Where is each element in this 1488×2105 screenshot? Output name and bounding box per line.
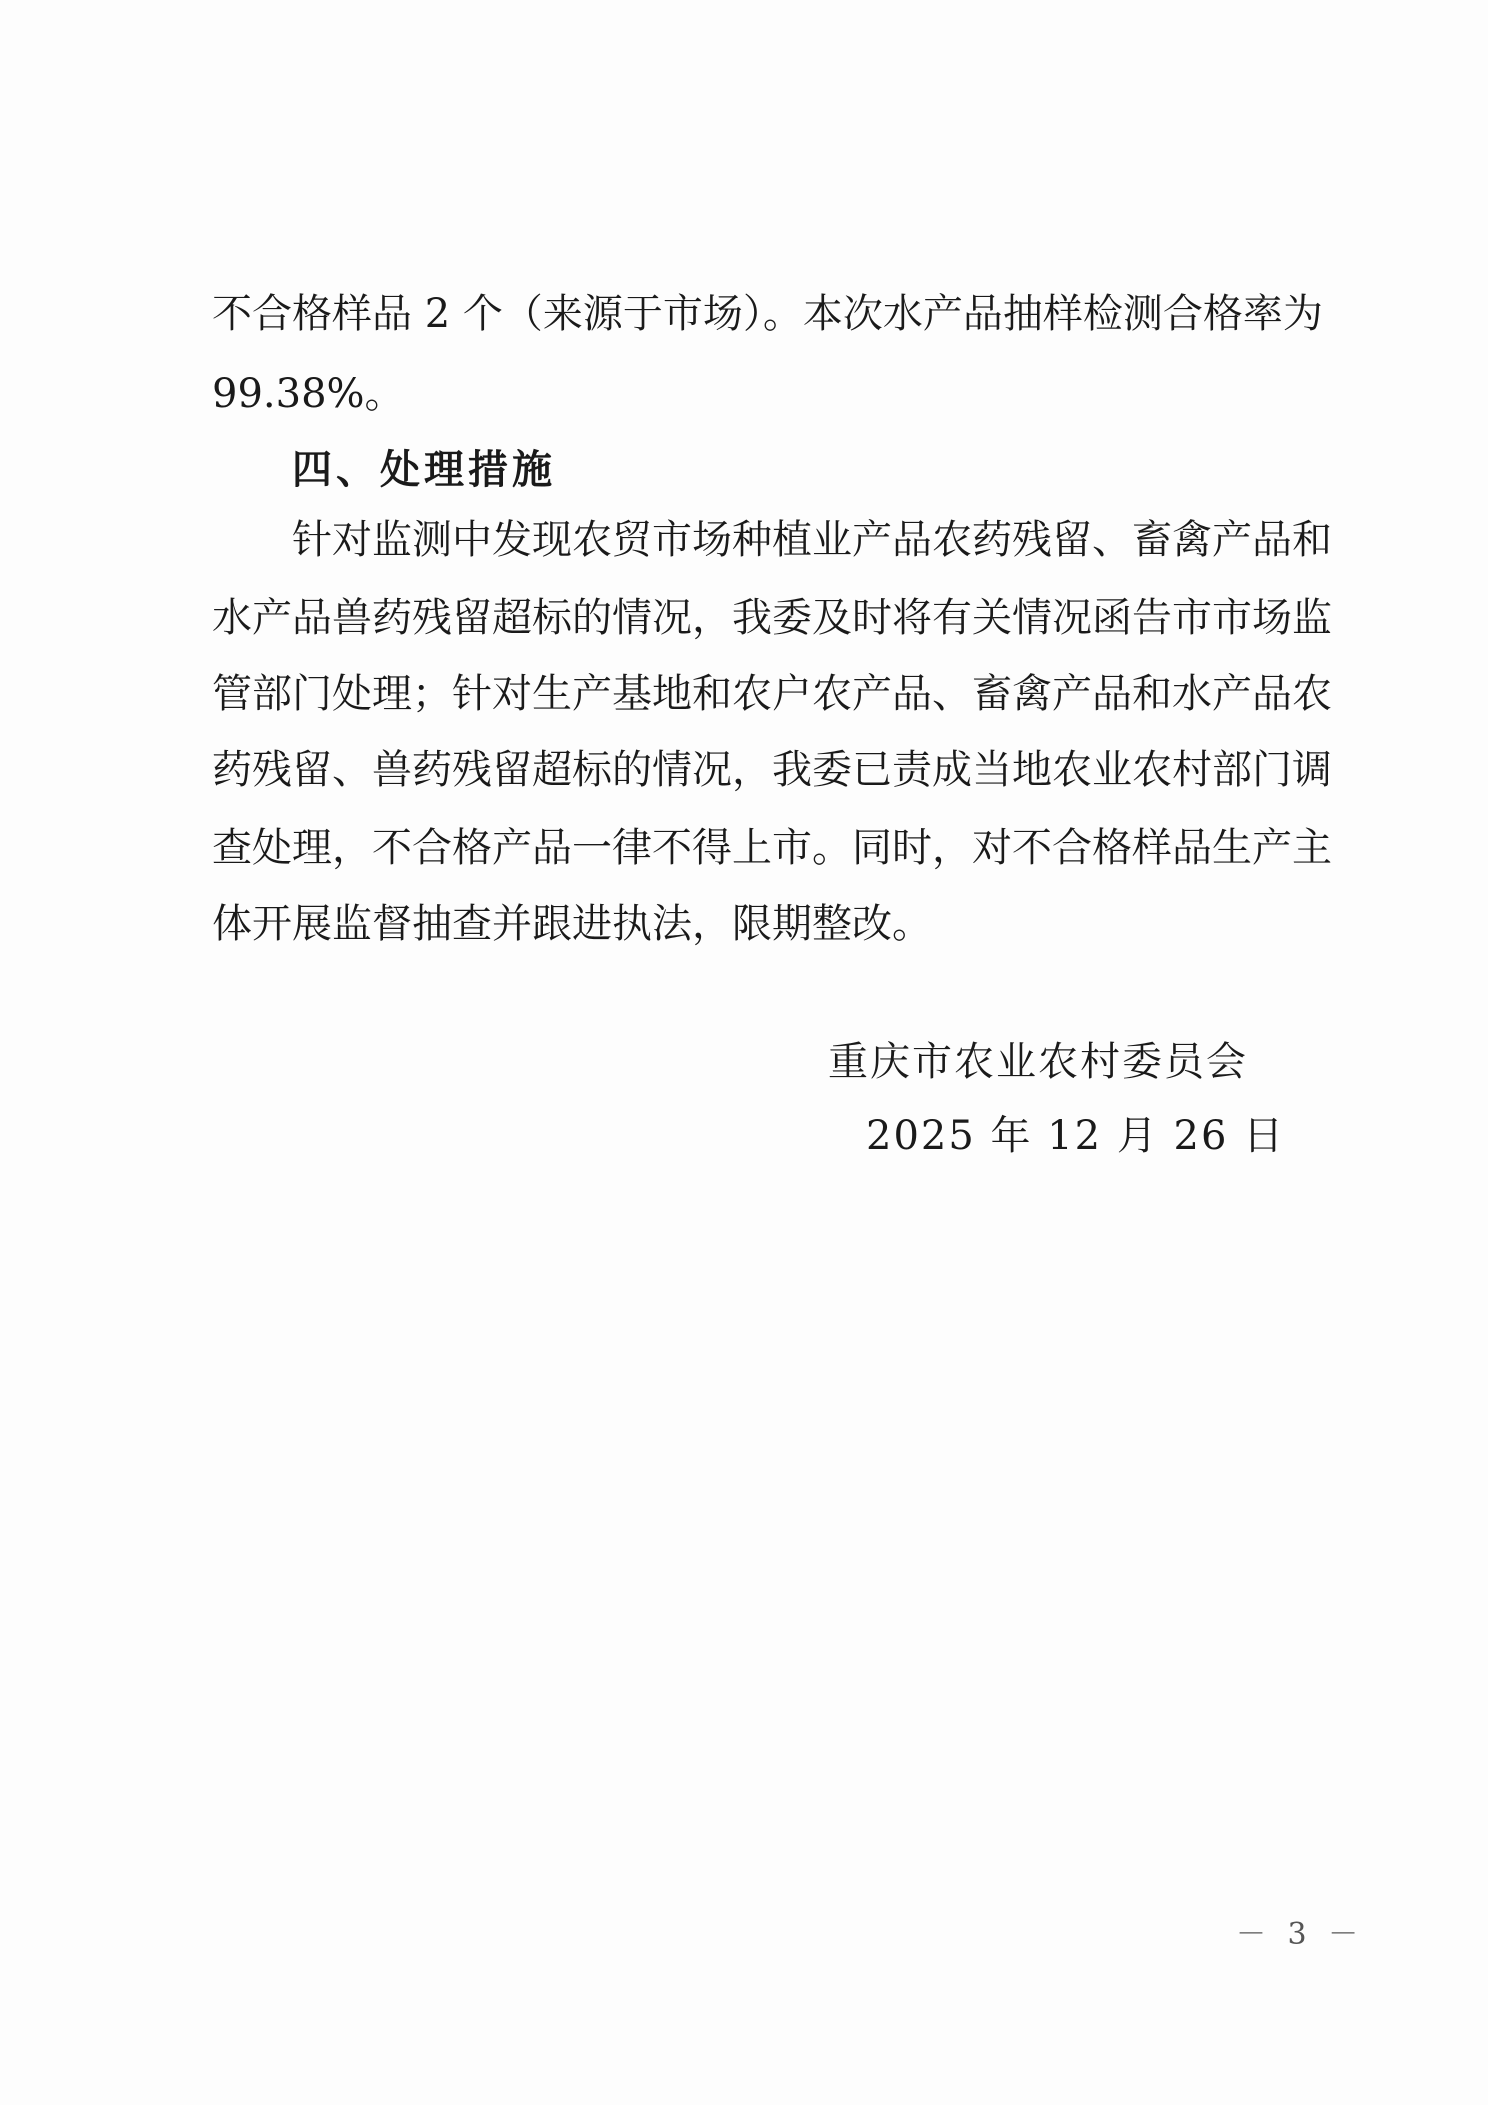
signature-organization: 重庆市农业农村委员会 (828, 1039, 1248, 1085)
paragraph-line-1: 针对监测中发现农贸市场种植业产品农药残留、畜禽产品和 (292, 517, 1332, 563)
paragraph-line-6: 体开展监督抽查并跟进执法，限期整改。 (212, 901, 932, 947)
page-number: － 3 － (1236, 1917, 1365, 1952)
section-heading: 四、处理措施 (292, 447, 556, 493)
paragraph-line-5: 查处理，不合格产品一律不得上市。同时，对不合格样品生产主 (212, 825, 1332, 871)
continuation-line-1: 不合格样品 2 个（来源于市场）。本次水产品抽样检测合格率为 (212, 291, 1323, 337)
continuation-line-2: 99.38%。 (212, 371, 405, 417)
signature-date: 2025 年 12 月 26 日 (866, 1113, 1286, 1159)
paragraph-line-4: 药残留、兽药残留超标的情况，我委已责成当地农业农村部门调 (212, 747, 1332, 793)
paragraph-line-2: 水产品兽药残留超标的情况，我委及时将有关情况函告市市场监 (212, 595, 1332, 641)
paragraph-line-3: 管部门处理；针对生产基地和农户农产品、畜禽产品和水产品农 (212, 671, 1332, 717)
